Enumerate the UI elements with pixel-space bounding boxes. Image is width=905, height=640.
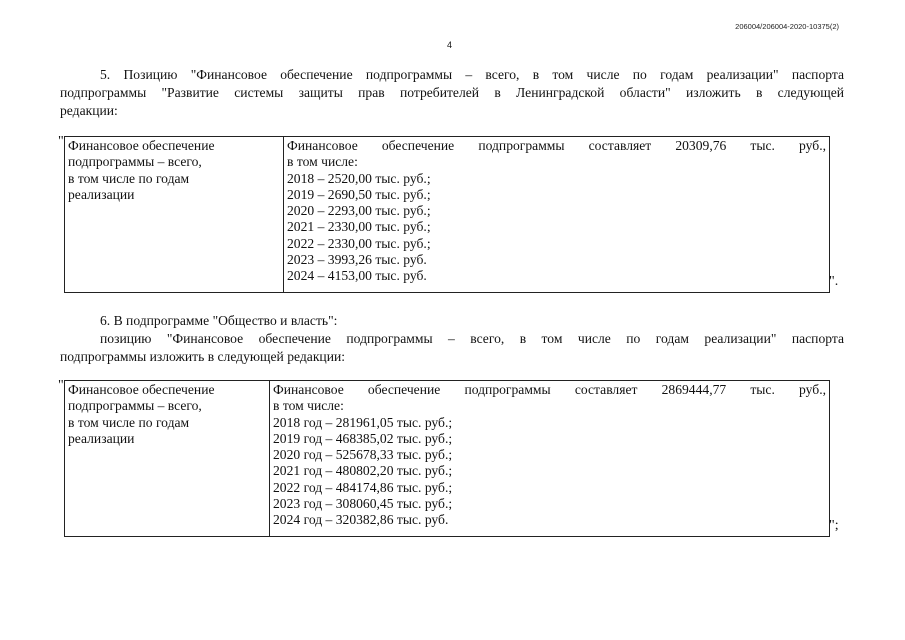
value-line: в том числе: <box>273 398 344 414</box>
open-quote: " <box>58 378 64 393</box>
value-line: 2023 год – 308060,45 тыс. руб.; <box>273 496 453 512</box>
section5-line: редакции: <box>60 103 118 118</box>
value-line: в том числе: <box>287 154 358 170</box>
value-line: 2019 – 2690,50 тыс. руб.; <box>287 186 431 202</box>
value-line: 2023 – 3993,26 тыс. руб. <box>287 252 427 268</box>
section5-finance-table <box>64 136 830 293</box>
section6-line: позицию "Финансовое обеспечение подпрограммы – всего, в том числе по годам реализации" паспорта <box>100 331 844 346</box>
label-line: Финансовое обеспечение <box>68 382 215 397</box>
label-line: подпрограммы – всего, <box>68 398 202 414</box>
section5-line: 5. Позицию "Финансовое обеспечение подпрограммы – всего, в том числе по годам реализации" паспорта <box>100 67 844 82</box>
value-line: Финансовое обеспечение подпрограммы составляет 20309,76 тыс. руб., <box>287 138 826 153</box>
value-line: 2022 – 2330,00 тыс. руб.; <box>287 235 431 251</box>
value-line: 2018 – 2520,00 тыс. руб.; <box>287 170 431 186</box>
section6-line: подпрограммы изложить в следующей редакции: <box>60 349 346 364</box>
value-line: 2024 год – 320382,86 тыс. руб. <box>273 512 449 528</box>
label-line: реализации <box>68 186 135 202</box>
value-line: 2021 год – 480802,20 тыс. руб.; <box>273 463 453 479</box>
value-line: 2020 – 2293,00 тыс. руб.; <box>287 203 431 219</box>
section5-line: подпрограммы "Развитие системы защиты прав потребителей в Ленинградской области" изложить в следующей <box>60 85 844 100</box>
label-line: Финансовое обеспечение <box>68 138 215 153</box>
section6-heading: 6. В подпрограмме "Общество и власть": <box>100 313 338 328</box>
section6-finance-table <box>64 380 830 537</box>
section6-paragraph <box>60 312 844 366</box>
value-line: Финансовое обеспечение подпрограммы составляет 2869444,77 тыс. руб., <box>273 382 826 397</box>
finance-value-cell <box>284 137 830 293</box>
label-line: в том числе по годам <box>68 170 190 186</box>
value-line: 2022 год – 484174,86 тыс. руб.; <box>273 479 453 495</box>
page-number: 4 <box>447 40 453 50</box>
finance-value-cell <box>270 381 830 537</box>
close-quote: "; <box>829 518 839 533</box>
finance-label-cell <box>65 381 270 537</box>
document-id: 206004/206004-2020-10375(2) <box>735 22 839 31</box>
value-line: 2024 – 4153,00 тыс. руб. <box>287 268 427 284</box>
label-line: подпрограммы – всего, <box>68 154 202 170</box>
value-line: 2020 год – 525678,33 тыс. руб.; <box>273 447 453 463</box>
value-line: 2021 – 2330,00 тыс. руб.; <box>287 219 431 235</box>
close-quote: ". <box>829 274 839 289</box>
open-quote: " <box>58 134 64 149</box>
section5-paragraph <box>60 66 844 120</box>
finance-label-cell <box>65 137 284 293</box>
value-line: 2019 год – 468385,02 тыс. руб.; <box>273 430 453 446</box>
value-line: 2018 год – 281961,05 тыс. руб.; <box>273 414 453 430</box>
label-line: реализации <box>68 430 135 446</box>
label-line: в том числе по годам <box>68 414 190 430</box>
